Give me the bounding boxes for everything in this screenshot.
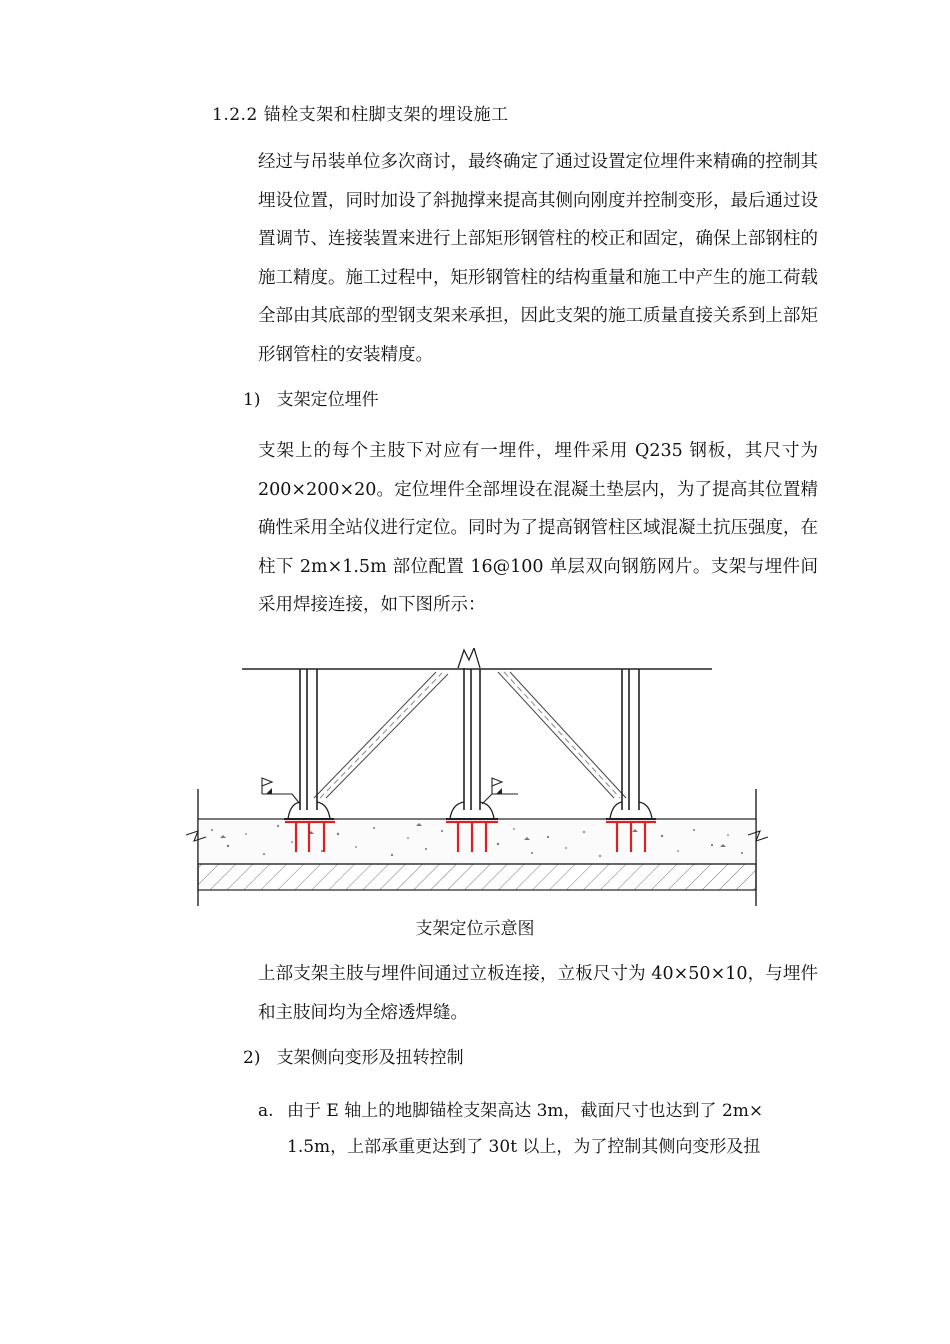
list-item-1 <box>243 385 379 410</box>
concrete-layer <box>198 819 756 864</box>
support-diagram <box>180 648 770 910</box>
list-item-2 <box>243 1043 464 1068</box>
sub-item-a-text1: 由于 E 轴上的地脚锚栓支架高达 3m，截面尺寸也达到了 2m× <box>287 1101 764 1121</box>
columns <box>300 662 639 810</box>
sub-item-a-line1 <box>258 1093 818 1129</box>
list-item-2-marker: 2) <box>243 1048 261 1068</box>
paragraph-embed: 支架上的每个主肢下对应有一埋件，埋件采用 Q235 钢板，其尺寸为 200×200×20。定位埋件全部埋设在混凝土垫层内，为了提高其位置精确性采用全站仪进行定位。同时为了提高钢管柱区域混凝土抗压强度，在柱下 2m×1.5m 部位配置 16@100 单层双向钢筋网片。支架与埋件间采用焊接连接，如下图所示： <box>258 441 818 615</box>
weld-triangles <box>266 788 502 794</box>
section-heading: 1.2.2 锚栓支架和柱脚支架的埋设施工 <box>212 105 509 125</box>
soil-layer <box>198 864 756 890</box>
support-positioning-figure <box>180 648 770 910</box>
column-break-symbol <box>458 648 480 668</box>
diagonal-braces <box>314 672 626 798</box>
sub-item-a-line2: 1.5m，上部承重更达到了 30t 以上，为了控制其侧向变形及扭 <box>287 1137 761 1157</box>
sub-item-a <box>258 1093 818 1165</box>
paragraph-intro: 经过与吊装单位多次商讨，最终确定了通过设置定位埋件来精确的控制其埋设位置，同时加设了斜抛撑来提高其侧向刚度并控制变形，最后通过设置调节、连接装置来进行上部矩形钢管柱的校正和固定，确保上部钢柱的施工精度。施工过程中，矩形钢管柱的结构重量和施工中产生的施工荷载全部由其底部的型钢支架来承担，因此支架的施工质量直接关系到上部矩形钢管柱的安装精度。 <box>258 152 818 365</box>
list-item-2-title: 支架侧向变形及扭转控制 <box>276 1048 464 1068</box>
base-plates <box>284 802 656 819</box>
sub-item-a-marker: a. <box>258 1101 274 1121</box>
list-item-1-marker: 1) <box>243 390 261 410</box>
list-item-1-title: 支架定位埋件 <box>276 390 379 410</box>
figure-caption: 支架定位示意图 <box>415 919 535 939</box>
paragraph-plate: 上部支架主肢与埋件间通过立板连接，立板尺寸为 40×50×10，与埋件和主肢间均为全熔透焊缝。 <box>258 964 818 1023</box>
